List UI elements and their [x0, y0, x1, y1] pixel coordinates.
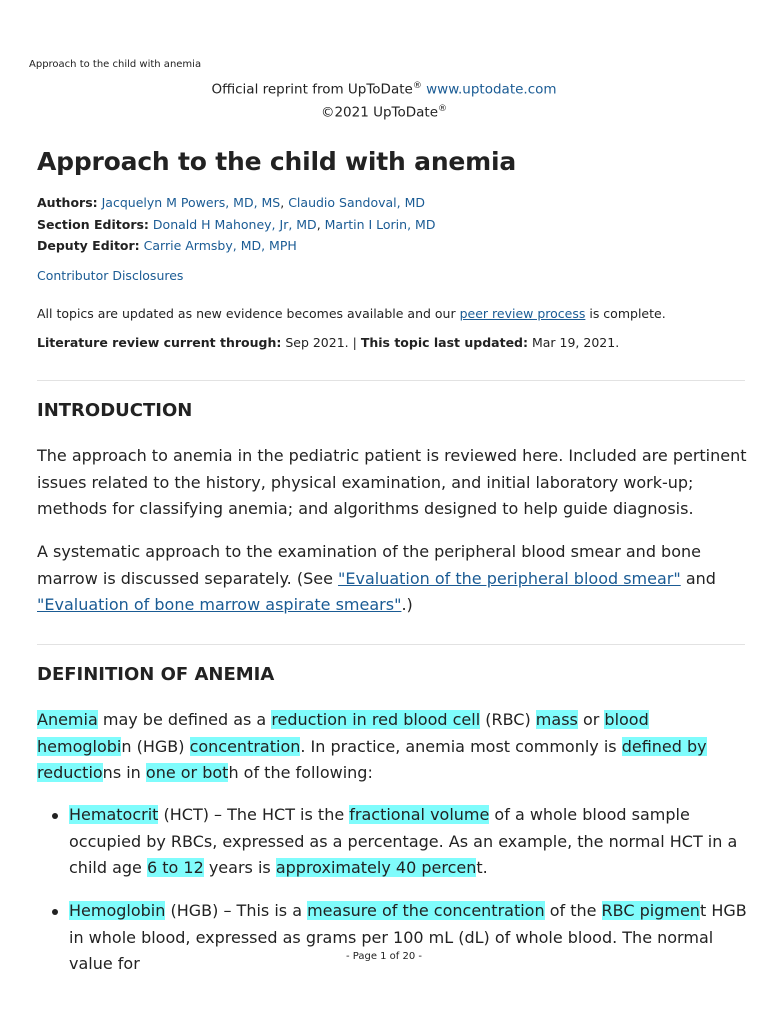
text: years is	[203, 858, 276, 877]
highlight: Hemoglobin	[69, 901, 166, 920]
bullet-dot	[52, 909, 58, 915]
divider	[37, 380, 745, 381]
update-notice	[37, 306, 666, 321]
reprint-notice	[0, 77, 768, 122]
editor-link-lorin[interactable]: Martin I Lorin, MD	[324, 217, 436, 232]
highlight: Hematocrit	[69, 805, 159, 824]
text: of a whole blood sample occupied by RBCs, expressed as a percentage. As an example, the normal HCT in a child age	[69, 805, 738, 877]
highlight: RBC pigmen	[601, 901, 700, 920]
copyright-text: ©2021 UpToDate	[320, 104, 439, 120]
divider	[37, 644, 745, 645]
reprint-line	[0, 77, 768, 100]
page-footer: - Page 1 of 20 -	[345, 951, 423, 962]
highlight: concentration	[189, 736, 301, 756]
registered-mark: ®	[412, 81, 422, 91]
introduction-paragraph-2	[37, 539, 747, 619]
hematocrit-bullet	[69, 802, 749, 882]
intro-p2-text: A systematic approach to the examination of the peripheral blood smear and bone marrow is discussed separately. (See	[37, 542, 701, 588]
highlight: approximately 40 percen	[275, 858, 477, 877]
introduction-heading: INTRODUCTION	[37, 400, 193, 421]
intro-p2-and: and	[680, 568, 716, 588]
text: t.	[476, 858, 488, 877]
registered-mark-2: ®	[438, 103, 448, 114]
disclosures-row	[37, 268, 183, 283]
text: ns in	[102, 763, 146, 782]
last-updated-date: Mar 19, 2021.	[528, 335, 620, 350]
text: (RBC)	[480, 710, 536, 729]
highlight: mass	[535, 710, 578, 729]
review-dates	[37, 335, 619, 350]
reprint-prefix: Official reprint from UpToDate	[211, 81, 413, 98]
deputy-editor-row	[37, 238, 297, 253]
lit-review-date: Sep 2021.	[281, 335, 349, 350]
highlight: fractional volume	[349, 805, 490, 824]
contributor-disclosures-link[interactable]: Contributor Disclosures	[37, 268, 184, 283]
text: or	[577, 710, 605, 729]
highlight: reduction in red blood cell	[271, 710, 481, 729]
deputy-editor-link-armsby[interactable]: Carrie Armsby, MD, MPH	[143, 238, 297, 253]
introduction-paragraph-1: The approach to anemia in the pediatric patient is reviewed here. Included are pertinent issues related to the history, physical examination, and initial laboratory work-up; methods for classifying anemia; and algorithms designed to help guide diagnosis.	[37, 446, 747, 518]
authors-row: Authors: Jacquelyn M Powers, MD, MS, Claudio Sandoval, MD	[37, 195, 426, 210]
last-updated-label: This topic last updated:	[360, 335, 528, 350]
text: t HGB in whole blood, expressed as grams per 100 mL (dL) of whole blood. The normal value for	[69, 901, 747, 973]
lit-review-label: Literature review current through:	[37, 335, 282, 350]
section-editors-row: Section Editors: Donald H Mahoney, Jr, MD, Martin I Lorin, MD	[37, 217, 436, 232]
authors-label: Authors:	[37, 195, 98, 210]
update-notice-text: All topics are updated as new evidence becomes available and our	[37, 306, 460, 321]
copyright-line	[0, 100, 768, 123]
text: (HCT) – The HCT is the	[158, 805, 350, 824]
highlight: one or bot	[145, 763, 229, 782]
peer-review-link[interactable]: peer review process	[459, 306, 586, 321]
section-editors-label: Section Editors:	[37, 217, 149, 232]
running-head: Approach to the child with anemia	[29, 59, 202, 70]
page-title: Approach to the child with anemia	[37, 147, 517, 176]
highlight: 6 to 12	[146, 858, 204, 877]
text: may be defined as a	[97, 710, 272, 729]
text: . In practice, anemia most commonly is	[300, 736, 622, 756]
update-notice-end: is complete.	[585, 306, 666, 321]
intro-p2-end: .)	[401, 595, 413, 614]
text: of the	[544, 901, 602, 920]
bone-marrow-link[interactable]: "Evaluation of bone marrow aspirate smears"	[37, 595, 402, 614]
highlight: blood hemoglobi	[37, 710, 649, 756]
highlight: defined by reductio	[37, 736, 707, 782]
text: h of the following:	[228, 763, 373, 782]
review-separator: |	[348, 335, 361, 350]
text: n (HGB)	[121, 736, 190, 756]
highlight: measure of the concentration	[307, 901, 545, 920]
author-link-sandoval[interactable]: Claudio Sandoval, MD	[288, 195, 426, 210]
bullet-dot	[52, 813, 58, 819]
text: (HGB) – This is a	[165, 901, 308, 920]
peripheral-smear-link[interactable]: "Evaluation of the peripheral blood smear"	[338, 568, 681, 588]
definition-paragraph	[37, 707, 747, 787]
highlight: Anemia	[37, 710, 98, 729]
deputy-editor-label: Deputy Editor:	[37, 238, 140, 253]
editor-link-mahoney[interactable]: Donald H Mahoney, Jr, MD	[152, 217, 317, 232]
hemoglobin-bullet	[69, 898, 749, 978]
definition-heading: DEFINITION OF ANEMIA	[37, 664, 275, 685]
author-link-powers[interactable]: Jacquelyn M Powers, MD, MS	[101, 195, 281, 210]
uptodate-link[interactable]: www.uptodate.com	[426, 81, 557, 98]
